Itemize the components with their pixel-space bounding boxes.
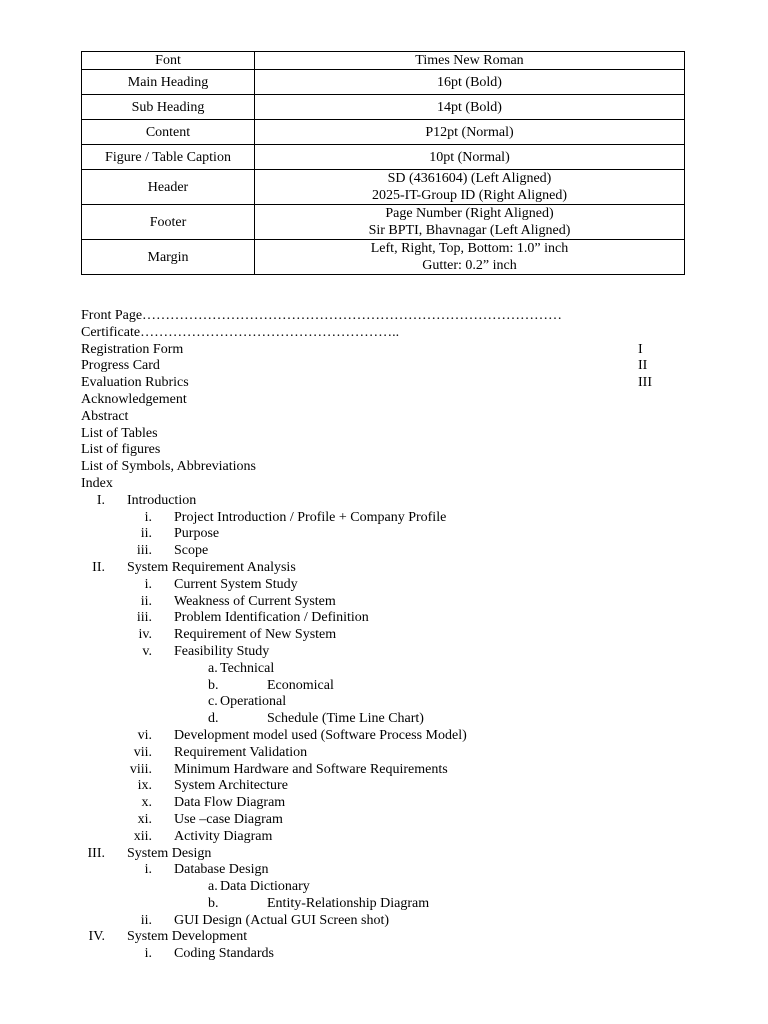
toc-entry-number: vii.	[133, 744, 152, 760]
table-row	[82, 170, 685, 205]
toc-entry	[81, 661, 685, 678]
toc-entry	[81, 610, 685, 627]
toc-entry-title: Certificate………………………………………………..	[81, 324, 400, 340]
table-row	[82, 70, 685, 95]
toc-entry-title: System Design	[127, 845, 212, 861]
format-label-cell: Sub Heading	[82, 95, 255, 120]
format-table	[81, 51, 685, 275]
format-value-cell	[255, 52, 685, 70]
toc-entry-title: Economical	[267, 677, 334, 693]
toc-entry-title: Technical	[220, 660, 275, 676]
toc-entry	[81, 493, 685, 510]
toc-entry	[81, 627, 685, 644]
toc-entry	[81, 812, 685, 829]
toc-entry	[81, 325, 685, 342]
toc-entry	[81, 426, 685, 443]
toc-entry	[81, 644, 685, 661]
toc-entry	[81, 526, 685, 543]
toc-entry-title: Project Introduction / Profile + Company Profile	[174, 509, 447, 525]
format-value-line: 16pt (Bold)	[437, 74, 502, 90]
toc-entry-title: Schedule (Time Line Chart)	[267, 711, 424, 727]
toc-entry-title: Acknowledgement	[81, 391, 187, 407]
toc-entry	[81, 476, 685, 493]
toc-entry-title: Requirement of New System	[174, 627, 337, 643]
toc-entry-number: iii.	[136, 610, 152, 626]
toc-entry	[81, 896, 685, 913]
toc-entry-number: d.	[208, 711, 219, 727]
toc-entry	[81, 711, 685, 728]
toc-entry-title: Data Flow Diagram	[174, 795, 286, 811]
toc-entry-number: vi.	[137, 727, 152, 743]
toc-entry-number: ii.	[140, 593, 152, 609]
toc-entry	[81, 543, 685, 560]
toc-entry-number: i.	[144, 946, 152, 962]
toc-entry-number: ii.	[140, 526, 152, 542]
toc-entry	[81, 577, 685, 594]
toc-entry-title: Feasibility Study	[174, 643, 270, 659]
toc-entry-number: i.	[144, 862, 152, 878]
toc-entry-title: Requirement Validation	[174, 744, 308, 760]
toc-entry-title: Weakness of Current System	[174, 593, 336, 609]
format-value-line: P12pt (Normal)	[425, 124, 514, 140]
toc-entry-page: II	[638, 358, 648, 374]
toc-entry-title: Progress Card	[81, 358, 160, 374]
toc-entry-title: Data Dictionary	[220, 879, 310, 895]
toc-entry	[81, 762, 685, 779]
format-label-cell: Figure / Table Caption	[82, 145, 255, 170]
table-row	[82, 240, 685, 275]
toc-entry	[81, 392, 685, 409]
format-value-cell	[255, 240, 685, 275]
toc-entry-page: I	[638, 341, 643, 357]
toc-entry-number: II.	[92, 559, 105, 575]
format-label-cell: Margin	[82, 240, 255, 275]
format-value-line: 10pt (Normal)	[429, 149, 510, 165]
table-row	[82, 120, 685, 145]
format-label-cell: Font	[82, 52, 255, 70]
toc-entry-title: Abstract	[81, 408, 129, 424]
toc-entry-number: a.	[208, 879, 218, 895]
toc-entry-title: List of figures	[81, 442, 161, 458]
format-label-cell: Content	[82, 120, 255, 145]
toc-entry	[81, 342, 685, 359]
toc-entry-title: System Requirement Analysis	[127, 559, 296, 575]
toc-entry-title: Introduction	[127, 492, 197, 508]
toc-entry	[81, 358, 685, 375]
toc-entry	[81, 409, 685, 426]
toc-entry-title: Activity Diagram	[174, 828, 273, 844]
toc-entry-number: I.	[96, 492, 105, 508]
format-value-cell	[255, 120, 685, 145]
format-value-line: Page Number (Right Aligned)	[385, 206, 554, 221]
toc-entry-title: Development model used (Software Process Model)	[174, 727, 467, 743]
toc-entry-number: a.	[208, 660, 218, 676]
toc-entry	[81, 913, 685, 930]
toc-entry	[81, 442, 685, 459]
toc-entry	[81, 694, 685, 711]
format-value-line: 14pt (Bold)	[437, 99, 502, 115]
toc-entry-number: III.	[87, 845, 105, 861]
toc-entry-number: b.	[208, 677, 219, 693]
toc-entry-title: Registration Form	[81, 341, 184, 357]
table-row	[82, 145, 685, 170]
toc-entry-number: xii.	[133, 828, 152, 844]
toc-entry-number: ii.	[140, 912, 152, 928]
toc-entry-title: Front Page………………………………………………………………………………	[81, 308, 563, 323]
toc-entry	[81, 728, 685, 745]
toc-entry-title: GUI Design (Actual GUI Screen shot)	[174, 912, 389, 928]
toc-entry-number: ix.	[137, 778, 152, 794]
toc-entry-title: List of Tables	[81, 425, 158, 441]
toc-entry-title: Index	[81, 475, 113, 491]
toc-entry-number: b.	[208, 895, 219, 911]
toc-entry	[81, 862, 685, 879]
table-row	[82, 205, 685, 240]
toc-entry-number: iii.	[136, 543, 152, 559]
format-value-cell	[255, 70, 685, 95]
toc-entry	[81, 846, 685, 863]
toc-entry	[81, 879, 685, 896]
toc-entry	[81, 308, 685, 325]
toc-entry-number: i.	[144, 576, 152, 592]
format-value-line: SD (4361604) (Left Aligned)	[387, 171, 552, 186]
format-value-line: Times New Roman	[415, 53, 524, 68]
table-row	[82, 95, 685, 120]
format-label-cell: Footer	[82, 205, 255, 240]
toc-entry	[81, 459, 685, 476]
toc-entry-title: Entity-Relationship Diagram	[267, 895, 430, 911]
toc-entry-title: List of Symbols, Abbreviations	[81, 459, 256, 475]
toc-entry-title: Problem Identification / Definition	[174, 610, 369, 626]
toc-entry	[81, 560, 685, 577]
toc-entry-number: viii.	[129, 761, 152, 777]
table-of-contents	[81, 308, 685, 963]
format-label-cell: Header	[82, 170, 255, 205]
toc-entry	[81, 510, 685, 527]
toc-entry-title: Current System Study	[174, 576, 298, 592]
toc-entry-title: Purpose	[174, 526, 220, 542]
format-label-cell: Main Heading	[82, 70, 255, 95]
toc-entry-title: Use –case Diagram	[174, 811, 283, 827]
toc-entry-title: Operational	[220, 694, 287, 710]
toc-entry-title: System Architecture	[174, 778, 288, 794]
toc-entry	[81, 946, 685, 963]
toc-entry	[81, 594, 685, 611]
format-value-line: Left, Right, Top, Bottom: 1.0” inch	[370, 241, 569, 256]
toc-entry-title: Evaluation Rubrics	[81, 375, 189, 391]
format-value-cell	[255, 170, 685, 205]
toc-entry	[81, 929, 685, 946]
format-value-cell	[255, 205, 685, 240]
toc-entry	[81, 795, 685, 812]
toc-entry-number: v.	[142, 643, 152, 659]
toc-entry	[81, 375, 685, 392]
format-value-line: Gutter: 0.2” inch	[422, 258, 517, 273]
toc-entry-number: iv.	[138, 627, 152, 643]
toc-entry-page: III	[638, 375, 652, 391]
toc-entry-number: x.	[141, 795, 152, 811]
format-value-cell	[255, 95, 685, 120]
toc-entry-title: Database Design	[174, 862, 269, 878]
table-row	[82, 52, 685, 70]
toc-entry-title: Coding Standards	[174, 946, 274, 962]
format-value-line: Sir BPTI, Bhavnagar (Left Aligned)	[368, 223, 571, 238]
format-value-cell	[255, 145, 685, 170]
format-value-line: 2025-IT-Group ID (Right Aligned)	[371, 188, 568, 203]
toc-entry-number: c.	[208, 694, 218, 710]
toc-entry-title: Minimum Hardware and Software Requirements	[174, 761, 448, 777]
toc-entry-number: xi.	[137, 811, 152, 827]
toc-entry	[81, 829, 685, 846]
toc-entry	[81, 745, 685, 762]
toc-entry-number: i.	[144, 509, 152, 525]
toc-entry	[81, 678, 685, 695]
toc-entry-number: IV.	[88, 929, 105, 945]
toc-entry	[81, 778, 685, 795]
toc-entry-title: System Development	[127, 929, 248, 945]
toc-entry-title: Scope	[174, 543, 209, 559]
